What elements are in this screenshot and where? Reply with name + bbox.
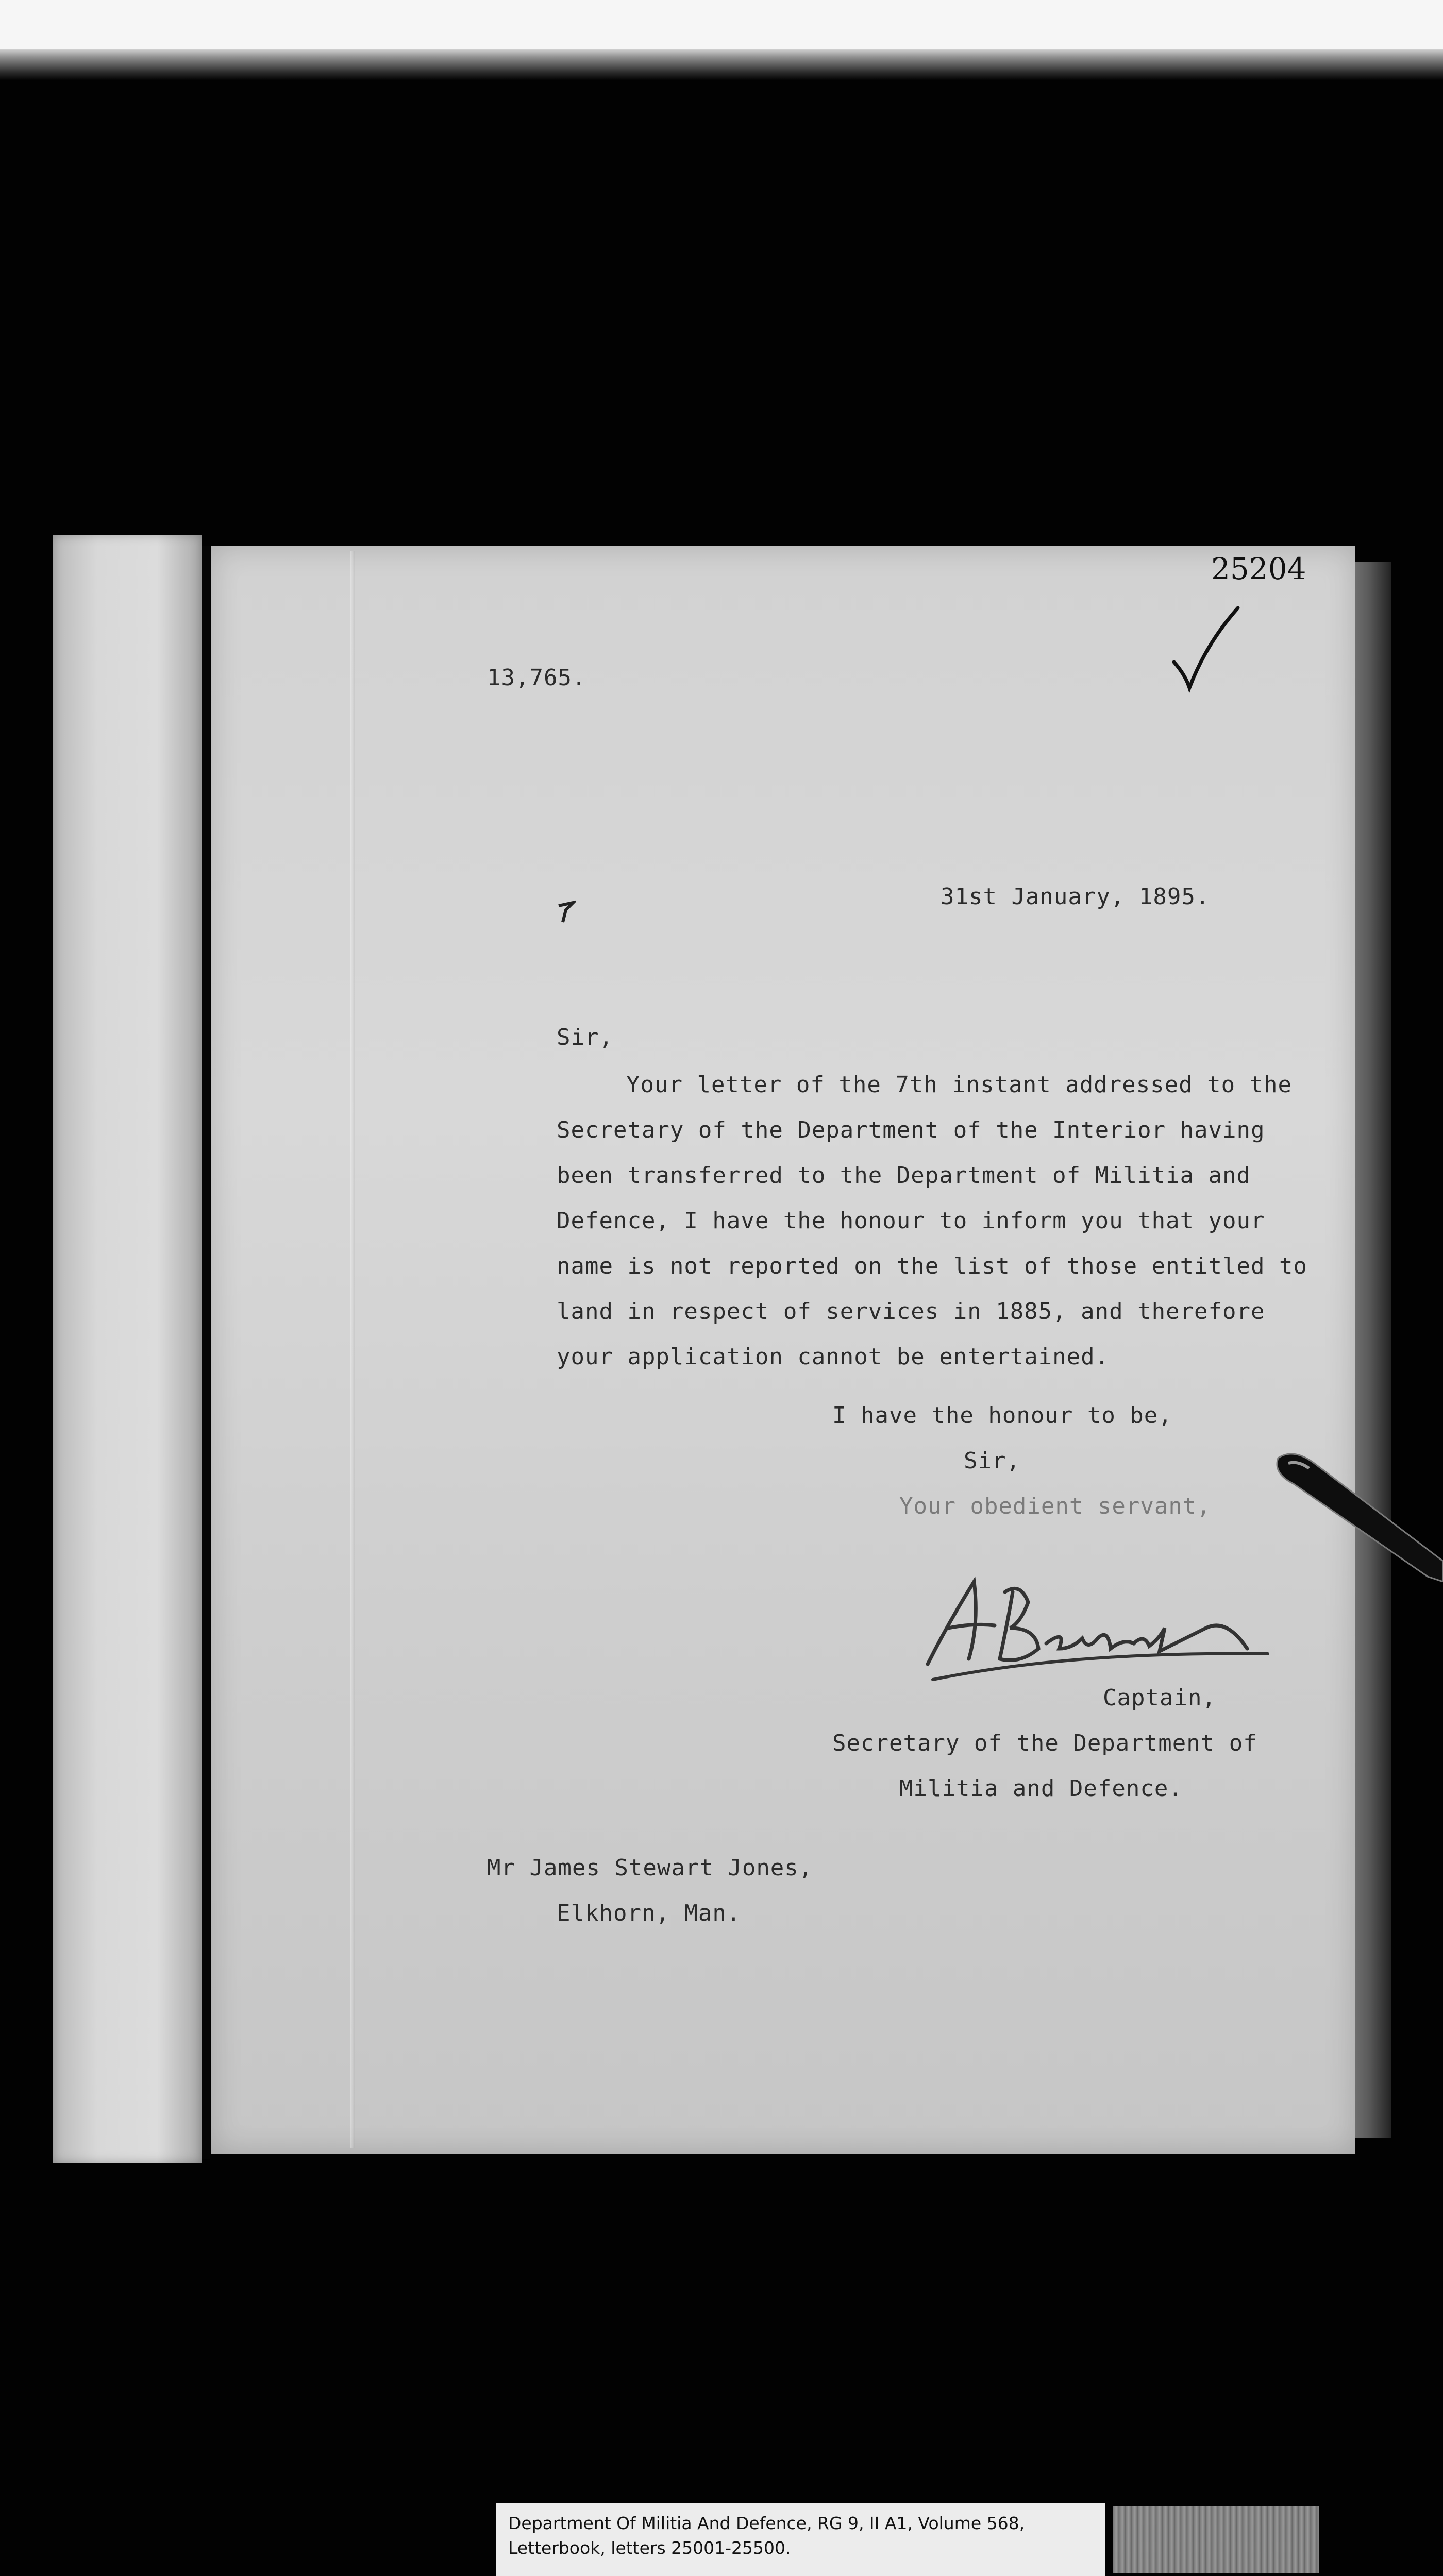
film-top-strip bbox=[0, 0, 1443, 50]
signature-image bbox=[917, 1561, 1278, 1685]
signer-title-1: Captain, bbox=[1103, 1685, 1216, 1711]
recipient-address: Elkhorn, Man. bbox=[557, 1900, 741, 1926]
body-line-5: name is not reported on the list of those entitled to bbox=[557, 1253, 1307, 1279]
page-fold bbox=[350, 551, 355, 2148]
letter-date: 31st January, 1895. bbox=[941, 884, 1210, 910]
signer-title-3: Militia and Defence. bbox=[899, 1775, 1183, 1802]
archive-side-label bbox=[1113, 2506, 1319, 2573]
previous-page-edge bbox=[53, 535, 202, 2163]
closing-line-3: Your obedient servant, bbox=[899, 1493, 1211, 1519]
file-number: 13,765. bbox=[487, 665, 586, 691]
body-line-3: been transferred to the Department of Militia and bbox=[557, 1162, 1251, 1189]
check-mark-icon bbox=[1170, 603, 1242, 696]
body-line-1: Your letter of the 7th instant addressed to the bbox=[626, 1072, 1293, 1098]
pen-icon bbox=[1273, 1448, 1443, 1582]
page-number-stamp: 25204 bbox=[1211, 551, 1306, 586]
body-line-2: Secretary of the Department of the Interior having bbox=[557, 1117, 1265, 1143]
archive-reference-label bbox=[496, 2503, 1105, 2576]
archive-reference-line-2: Letterbook, letters 25001-25500. bbox=[508, 2538, 791, 2558]
body-line-6: land in respect of services in 1885, and therefore bbox=[557, 1298, 1265, 1325]
ink-mark-icon bbox=[556, 900, 576, 925]
recipient-name: Mr James Stewart Jones, bbox=[487, 1855, 813, 1881]
closing-line-1: I have the honour to be, bbox=[832, 1402, 1172, 1429]
signer-title-2: Secretary of the Department of bbox=[832, 1730, 1257, 1756]
salutation: Sir, bbox=[557, 1024, 613, 1050]
archive-reference-line-1: Department Of Militia And Defence, RG 9, II A1, Volume 568, bbox=[508, 2513, 1025, 2533]
body-line-7: your application cannot be entertained. bbox=[557, 1344, 1110, 1370]
body-line-4: Defence, I have the honour to inform you that your bbox=[557, 1208, 1265, 1234]
closing-line-2: Sir, bbox=[964, 1448, 1020, 1474]
binding-gutter bbox=[202, 546, 210, 2159]
film-top-edge bbox=[0, 49, 1443, 80]
